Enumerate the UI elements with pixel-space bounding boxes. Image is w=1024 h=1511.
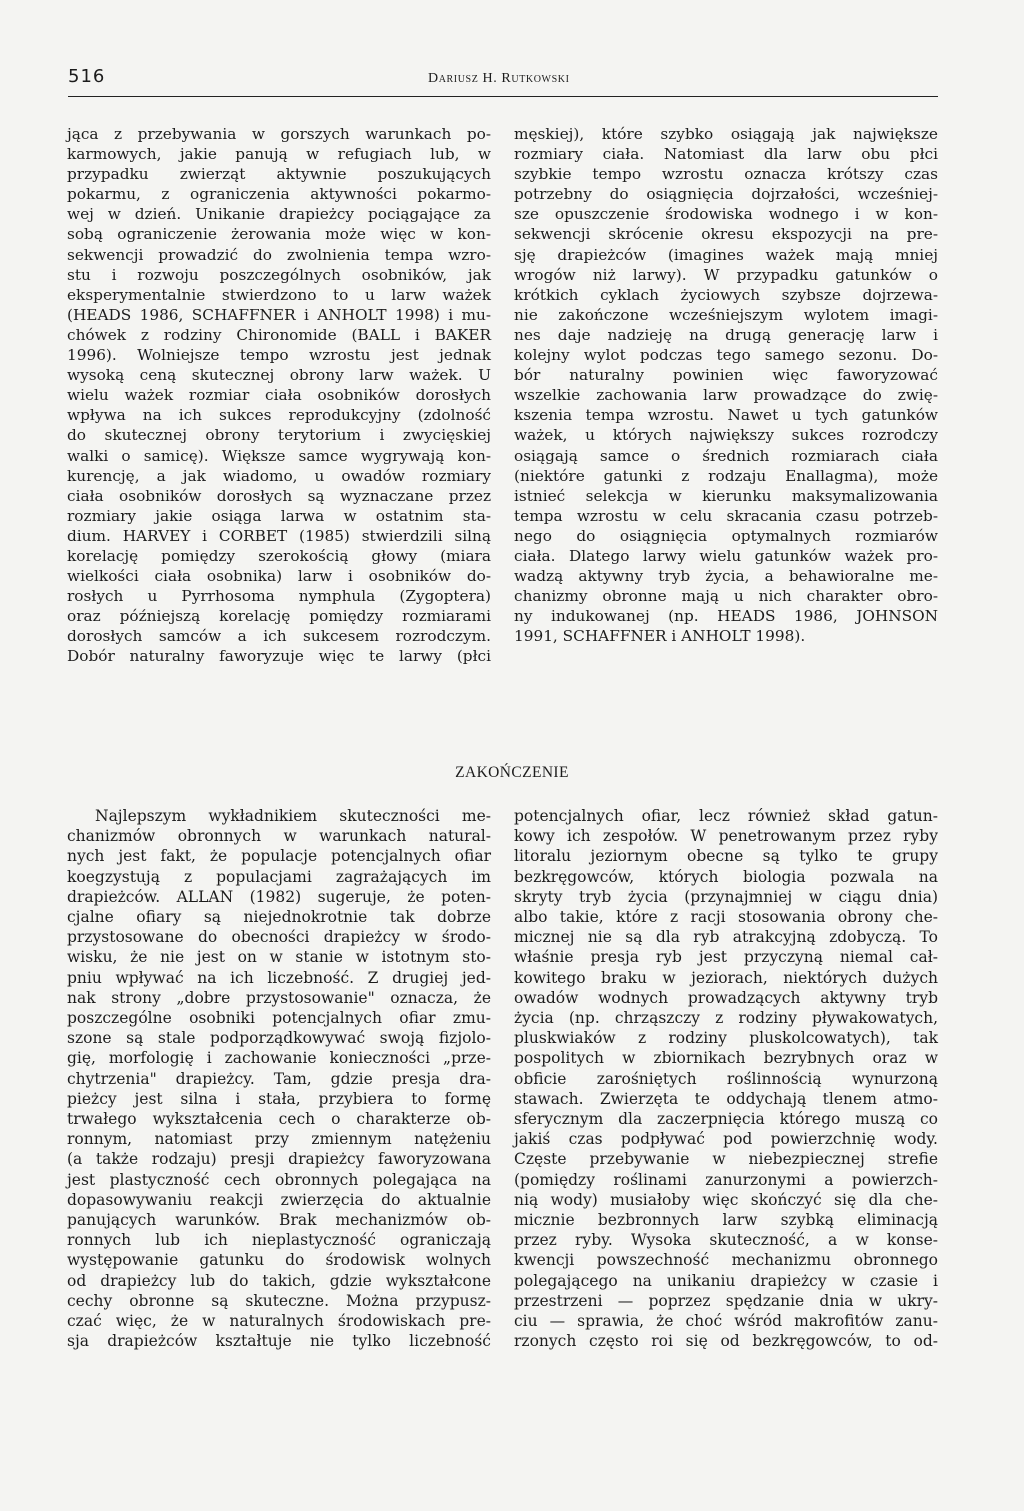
text-line: (niektóre gatunki z rodzaju Enallagma), może [514, 466, 938, 485]
text-line: czać więc, że w naturalnych środowiskach pre- [67, 1312, 491, 1331]
page-number: 516 [68, 66, 106, 87]
text-line: cjalne ofiary są niejednokrotnie tak dobrze [67, 908, 491, 927]
text-line: pniu wpływać na ich liczebność. Z drugiej jed- [67, 968, 491, 987]
text-line: nak strony „dobre przystosowanie" oznacza, że [67, 988, 491, 1007]
text-line: męskiej), które szybko osiągają jak największe [514, 125, 938, 143]
text-line: nego do osiągnięcia optymalnych rozmiarów [514, 526, 938, 545]
text-line: Częste przebywanie w niebezpiecznej strefie [514, 1150, 938, 1169]
text-line: gię, morfologię i zachowanie konieczności „prze- [67, 1049, 491, 1068]
text-line: Najlepszym wykładnikiem skuteczności me- [95, 807, 491, 825]
text-line: oraz późniejszą korelację pomiędzy rozmiarami [67, 607, 491, 626]
text-line: ny indukowanej (np. HEADS 1986, JOHNSON [514, 607, 938, 626]
text-line: wadzą aktywny tryb życia, a behawioralne me- [514, 567, 938, 586]
text-line: panujących warunków. Brak mechanizmów ob- [67, 1211, 491, 1230]
text-line: przez ryby. Wysoka skuteczność, a w konse- [514, 1231, 938, 1250]
text-line: ronnych lub ich nieplastyczność ograniczają [67, 1231, 491, 1250]
text-line: właśnie presja ryb jest przyczyną niemal cał- [514, 948, 938, 967]
text-line: jest plastyczność cech obronnych polegająca na [67, 1170, 491, 1189]
text-line: rosłych u Pyrrhosoma nymphula (Zygoptera) [67, 587, 491, 606]
text-line: sja drapieżców kształtuje nie tylko liczebność [67, 1332, 491, 1351]
text-line: wpływa na ich sukces reprodukcyjny (zdolność [67, 406, 491, 425]
text-line: potrzebny do osiągnięcia dojrzałości, wcześniej- [514, 185, 938, 204]
text-line: życia (np. chrząszczy z rodziny pływakowatych, [514, 1009, 938, 1028]
text-line: poszczególne osobniki potencjalnych ofiar zmu- [67, 1009, 491, 1028]
text-line: wszelkie zachowania larw prowadzące do zwię- [514, 386, 938, 405]
text-line: ciała osobników dorosłych są wyznaczane przez [67, 486, 491, 505]
text-line: kowy ich zespołów. W penetrowanym przez ryby [514, 827, 938, 846]
text-line: sekwencji prowadzić do zwolnienia tempa wzro- [67, 245, 491, 264]
text-line: obficie zarośniętych roślinnością wynurzoną [514, 1069, 938, 1088]
text-line: ciu — sprawia, że choć wśród makrofitów zanu- [514, 1312, 938, 1331]
text-line: rozmiary jakie osiąga larwa w ostatnim sta- [67, 506, 491, 525]
text-line: stu i rozwoju poszczególnych osobników, jak [67, 265, 491, 284]
text-line: pieżcy jest silna i stała, przybiera to formę [67, 1089, 491, 1108]
text-line: pospolitych w zbiornikach bezrybnych oraz w [514, 1049, 938, 1068]
text-line: od drapieżcy lub do takich, gdzie wykształcone [67, 1271, 491, 1290]
text-line: potencjalnych ofiar, lecz również skład gatun- [514, 807, 938, 825]
text-line: wrogów niż larwy). W przypadku gatunków o [514, 265, 938, 284]
text-line: karmowych, jakie panują w refugiach lub, w [67, 145, 491, 164]
text-column-top-left [67, 124, 491, 667]
text-line: chytrzenia" drapieżcy. Tam, gdzie presja dra- [67, 1069, 491, 1088]
text-line: stawach. Zwierzęta te oddychają tlenem atmo- [514, 1089, 938, 1108]
text-line: ważek, u których największy sukces rozrodczy [514, 426, 938, 445]
text-line: 1991, SCHAFFNER i ANHOLT 1998). [514, 627, 806, 646]
text-line: dopasowywaniu reakcji zwierzęcia do aktualnie [67, 1190, 491, 1209]
text-line: rozmiary ciała. Natomiast dla larw obu płci [514, 145, 938, 164]
text-line: eksperymentalnie stwierdzono to u larw ważek [67, 285, 491, 304]
text-line: chanizmów obronnych w warunkach natural- [67, 827, 491, 846]
text-line: kwencji powszechność mechanizmu obronnego [514, 1251, 938, 1270]
page-header [68, 66, 938, 97]
text-line: korelację pomiędzy szerokością głowy (miara [67, 546, 491, 565]
running-head: Dariusz H. Rutkowski [428, 71, 570, 86]
text-line: wisku, że nie jest on w stanie w istotnym sto- [67, 948, 491, 967]
text-line: wej w dzień. Unikanie drapieżcy pociągające za [67, 205, 491, 224]
text-line: 1996). Wolniejsze tempo wzrostu jest jednak [67, 346, 491, 365]
text-line: osiągają samce o średnich rozmiarach ciała [514, 446, 938, 465]
text-line: dium. HARVEY i CORBET (1985) stwierdzili silną [67, 526, 491, 545]
text-line: nych jest fakt, że populacje potencjalnych ofiar [67, 847, 491, 866]
text-line: (pomiędzy roślinami zanurzonymi a powierzch- [514, 1170, 938, 1189]
text-line: sję drapieżców (imagines ważek mają mniej [514, 245, 938, 264]
text-line: kolejny wylot podczas tego samego sezonu. Do- [514, 346, 938, 365]
text-line: przestrzeni — poprzez spędzanie dnia w ukry- [514, 1291, 938, 1310]
text-line: albo takie, które z racji stosowania obrony che- [514, 908, 938, 927]
text-line: ciała. Dlatego larwy wielu gatunków ważek pro- [514, 546, 938, 565]
section-title: ZAKOŃCZENIE [455, 764, 569, 781]
text-line: kszenia tempa wzrostu. Nawet u tych gatunków [514, 406, 938, 425]
text-line: ronnym, natomiast przy zmiennym natężeniu [67, 1130, 491, 1149]
text-line: nie zakończone wcześniejszym wylotem imagi- [514, 305, 938, 324]
text-line: dorosłych samców a ich sukcesem rozrodczym. [67, 627, 491, 646]
text-line: nes daje nadzieję na drugą generację larw i [514, 325, 938, 344]
text-line: skryty tryb życia (przynajmniej w ciągu dnia) [514, 887, 938, 906]
text-line: koegzystują z populacjami zagrażających im [67, 867, 491, 886]
text-line: kowitego braku w jeziorach, niektórych dużych [514, 968, 938, 987]
text-line: Dobór naturalny faworyzuje więc te larwy (płci [67, 647, 491, 666]
text-line: istnieć selekcja w kierunku maksymalizowania [514, 486, 938, 505]
text-column-bottom-left [67, 806, 491, 1351]
text-line: rzonych często roi się od bezkręgowców, to od- [514, 1332, 938, 1351]
text-line: sferycznym dla zaczerpnięcia którego muszą co [514, 1110, 938, 1129]
text-line: walki o samicę). Większe samce wygrywają kon- [67, 446, 491, 465]
text-line: (a także rodzaju) presji drapieżcy faworyzowana [67, 1150, 491, 1169]
text-line: pluskwiaków z rodziny pluskolcowatych), tak [514, 1029, 938, 1048]
text-column-top-right [514, 124, 938, 646]
text-line: pokarmu, z ograniczenia aktywności pokarmo- [67, 185, 491, 204]
text-line: bór naturalny powinien więc faworyzować [514, 366, 938, 385]
text-line: (HEADS 1986, SCHAFFNER i ANHOLT 1998) i mu- [67, 305, 491, 324]
text-line: szone są stale podporządkowywać swoją fizjolo- [67, 1029, 491, 1048]
text-line: drapieżców. ALLAN (1982) sugeruje, że poten- [67, 887, 491, 906]
text-line: micznej nie są dla ryb atrakcyjną zdobyczą. To [514, 928, 938, 947]
text-line: jąca z przebywania w gorszych warunkach po- [67, 125, 491, 143]
text-column-bottom-right [514, 806, 938, 1351]
text-line: wielu ważek rozmiar ciała osobników dorosłych [67, 386, 491, 405]
text-line: wysoką ceną skutecznej obrony larw ważek. U [67, 366, 491, 385]
text-line: chanizmy obronne mają u nich charakter obro- [514, 587, 938, 606]
text-line: jakiś czas podpływać pod powierzchnię wody. [514, 1130, 938, 1149]
text-line: szybkie tempo wzrostu oznacza krótszy czas [514, 165, 938, 184]
text-line: litoralu jeziornym obecne są tylko te grupy [514, 847, 938, 866]
text-line: polegającego na unikaniu drapieżcy w czasie i [514, 1271, 938, 1290]
text-line: do skutecznej obrony terytorium i zwycięskiej [67, 426, 491, 445]
text-line: micznie bezbronnych larw szybką eliminacją [514, 1211, 938, 1230]
text-line: przystosowane do obecności drapieżcy w środo- [67, 928, 491, 947]
text-line: sekwencji skrócenie okresu ekspozycji na pre- [514, 225, 938, 244]
text-line: bezkręgowców, których biologia pozwala na [514, 867, 938, 886]
text-line: nią wody) musiałoby więc skończyć się dla che- [514, 1190, 938, 1209]
text-line: występowanie gatunku do środowisk wolnych [67, 1251, 491, 1270]
text-line: chówek z rodziny Chironomide (BALL i BAKER [67, 325, 491, 344]
text-line: kurencję, a jak wiadomo, u owadów rozmiary [67, 466, 491, 485]
text-line: krótkich cyklach życiowych szybsze dojrzewa- [514, 285, 938, 304]
text-line: owadów wodnych prowadzących aktywny tryb [514, 988, 938, 1007]
text-line: cechy obronne są skuteczne. Można przypusz- [67, 1291, 491, 1310]
text-line: sze opuszczenie środowiska wodnego i w kon- [514, 205, 938, 224]
text-line: przypadku zwierząt aktywnie poszukujących [67, 165, 491, 184]
text-line: trwałego wykształcenia cech o charakterze ob- [67, 1110, 491, 1129]
text-line: sobą ograniczenie żerowania może więc w kon- [67, 225, 491, 244]
text-line: tempa wzrostu w celu skracania czasu potrzeb- [514, 506, 938, 525]
text-line: wielkości ciała osobnika) larw i osobników do- [67, 567, 491, 586]
